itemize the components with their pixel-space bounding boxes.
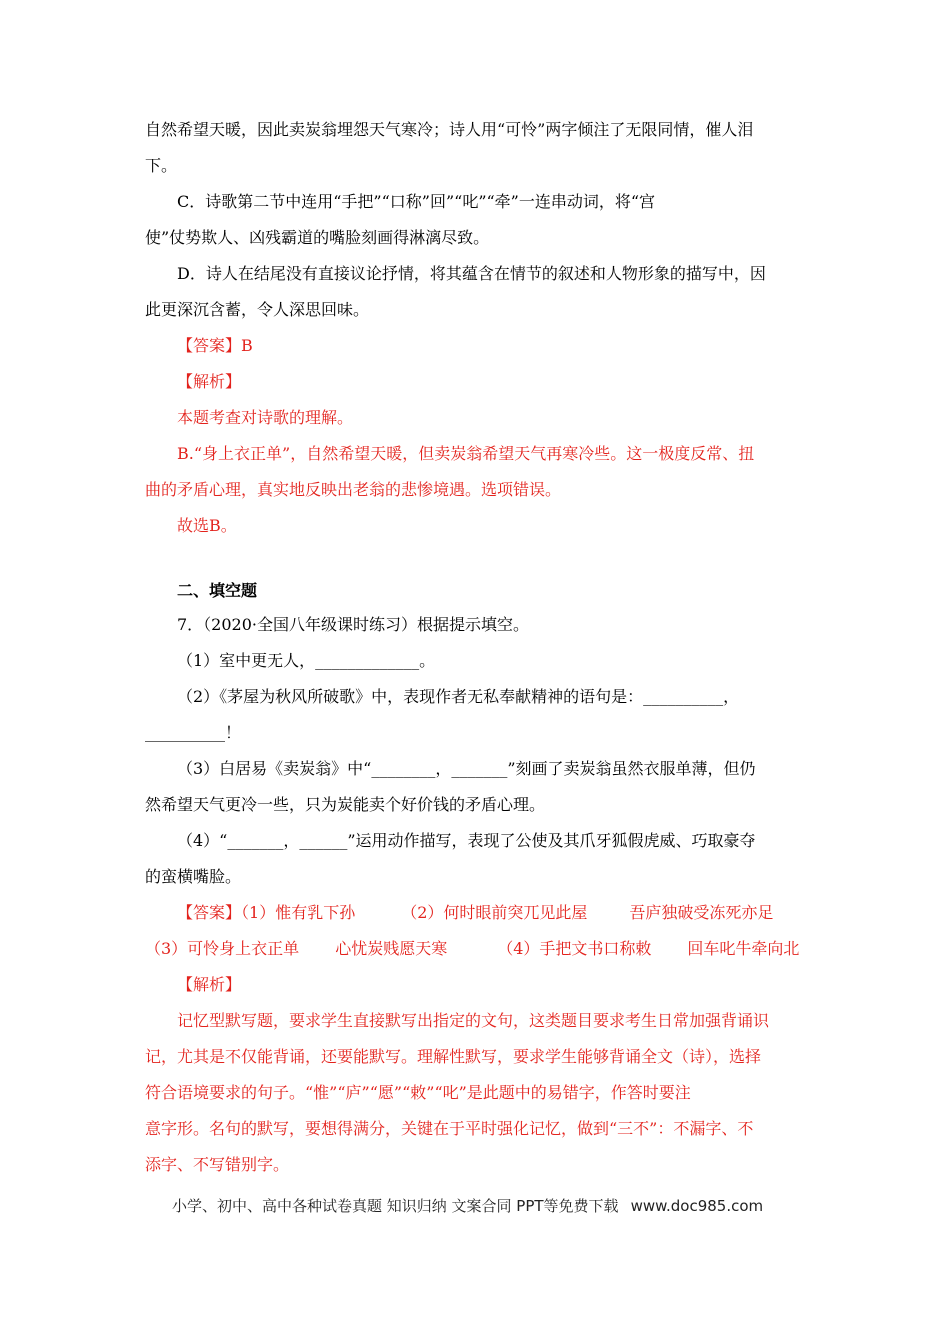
answer-4a: （4）手把文书口称敕 [497, 939, 652, 958]
analysis-text: 曲的矛盾心理，真实地反映出老翁的悲惨境遇。选项错误。 [145, 480, 562, 499]
analysis-text: 本题考查对诗歌的理解。 [177, 408, 354, 427]
analysis-text: 故选B。 [177, 516, 237, 535]
question-stem: 7．（2020·全国八年级课时练习）根据提示填空。 [177, 615, 529, 634]
answer-2b: 吾庐独破受冻死亦足 [629, 903, 774, 922]
option-c-line1: C．诗歌第二节中连用“手把”“口称”回”“叱”“牵”一连串动词，将“宫 [177, 192, 656, 211]
answer-1: （1）惟有乳下孙 [241, 903, 356, 922]
fill-item-3-cont: 然希望天气更冷一些，只为炭能卖个好价钱的矛盾心理。 [145, 795, 546, 814]
analysis-text: B.“身上衣正单”，自然希望天暖，但卖炭翁希望天气再寒冷些。这一极度反常、扭 [177, 444, 755, 463]
analysis-text: 意字形。名句的默写，要想得满分，关键在于平时强化记忆，做到“三不”：不漏字、不 [145, 1119, 754, 1138]
answer-3b: 心忧炭贱愿天寒 [335, 939, 448, 958]
answer-label: 【答案】 [177, 903, 242, 922]
option-d-line1: D．诗人在结尾没有直接议论抒情，将其蕴含在情节的叙述和人物形象的描写中，因 [177, 264, 766, 283]
option-c-line2: 使”仗势欺人、凶残霸道的嘴脸刻画得淋漓尽致。 [145, 228, 490, 247]
fill-item-2-cont: __________！ [145, 723, 242, 742]
option-d-line2: 此更深沉含蓄，令人深思回味。 [145, 300, 370, 319]
footer-url[interactable]: www.doc985.com [630, 1197, 764, 1215]
answer-row-2 [145, 939, 799, 959]
text-line: 下。 [145, 156, 178, 175]
analysis-text: 符合语境要求的句子。“惟”“庐”“愿”“敕”“叱”是此题中的易错字，作答时要注 [145, 1083, 691, 1102]
text-line: 自然希望天暖，因此卖炭翁埋怨天气寒冷；诗人用“可怜”两字倾注了无限同情，催人泪 [145, 120, 754, 139]
answer-4b: 回车叱牛牵向北 [687, 939, 800, 958]
fill-item-3: （3）白居易《卖炭翁》中“________，_______”刻画了卖炭翁虽然衣服单薄，但仍 [177, 759, 756, 778]
analysis-label: 【解析】 [177, 372, 242, 391]
answer-2a: （2）何时眼前突兀见此屋 [401, 903, 588, 922]
fill-item-2: （2）《茅屋为秋风所破歌》中，表现作者无私奉献精神的语句是：__________， [177, 687, 740, 706]
analysis-text: 记，尤其是不仅能背诵，还要能默写。理解性默写，要求学生能够背诵全文（诗），选择 [145, 1047, 762, 1066]
fill-item-1: （1）室中更无人，_____________。 [177, 651, 436, 670]
footer-text: 小学、初中、高中各种试卷真题 知识归纳 文案合同 PPT等免费下载 [172, 1197, 619, 1215]
answer-3a: （3）可怜身上衣正单 [145, 939, 300, 958]
section-title: 二、填空题 [177, 581, 258, 600]
fill-item-4-cont: 的蛮横嘴脸。 [145, 867, 242, 886]
page-footer [172, 1196, 763, 1216]
answer-row-1 [177, 903, 773, 923]
analysis-label: 【解析】 [177, 975, 242, 994]
answer-label: 【答案】B [177, 336, 253, 355]
fill-item-4: （4）“_______，______”运用动作描写，表现了公使及其爪牙狐假虎威、巧取豪夺 [177, 831, 756, 850]
analysis-text: 添字、不写错别字。 [145, 1155, 290, 1174]
analysis-text: 记忆型默写题，要求学生直接默写出指定的文句，这类题目要求考生日常加强背诵识 [177, 1011, 770, 1030]
